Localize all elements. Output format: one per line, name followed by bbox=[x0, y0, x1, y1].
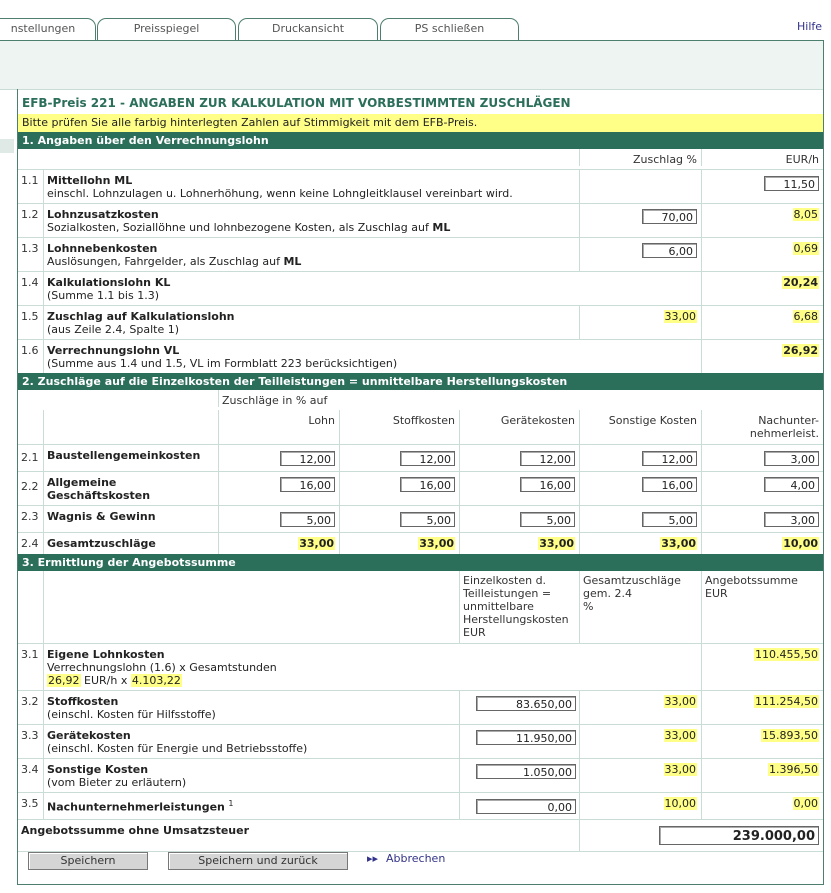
total-value: 33,00 bbox=[539, 537, 574, 550]
sum-value: 1.396,50 bbox=[769, 763, 818, 776]
col-nu-line2: nehmerleist. bbox=[749, 427, 819, 440]
cell-sum bbox=[701, 691, 823, 724]
row-label bbox=[43, 238, 579, 271]
row-1-2 bbox=[18, 204, 823, 238]
sum-value: 15.893,50 bbox=[762, 729, 818, 742]
cell-einzel bbox=[459, 725, 579, 758]
cell-sonstige bbox=[579, 506, 701, 532]
row-sub: einschl. Lohnzulagen u. Lohnerhöhung, wenn keine Lohngleitklausel vereinbart wird. bbox=[47, 187, 513, 200]
cell-sum bbox=[701, 759, 823, 792]
row-title: Stoffkosten bbox=[47, 695, 119, 708]
row-number: 1.4 bbox=[21, 276, 39, 289]
row-1-4 bbox=[18, 272, 823, 306]
cell-value bbox=[701, 238, 823, 271]
cell-stoff bbox=[339, 445, 459, 471]
col-nachunternehmer bbox=[701, 410, 823, 444]
sonstige-kosten-input[interactable]: 1.050,00 bbox=[476, 764, 576, 779]
total-value: 33,00 bbox=[661, 537, 696, 550]
row-3-3 bbox=[18, 725, 823, 759]
zuschlag-value: 33,00 bbox=[664, 763, 696, 776]
col-geraetekosten: Gerätekosten bbox=[459, 410, 579, 444]
row-label bbox=[43, 170, 579, 203]
frame-bottom bbox=[18, 884, 824, 885]
lohnneben-input[interactable]: 6,00 bbox=[642, 243, 697, 258]
save-button[interactable]: Speichern bbox=[28, 852, 148, 870]
value-highlight: 20,24 bbox=[783, 276, 818, 289]
row-sub: (einschl. Kosten für Hilfsstoffe) bbox=[47, 708, 216, 721]
total-value: 33,00 bbox=[419, 537, 454, 550]
value-highlight: 0,69 bbox=[793, 242, 818, 255]
row-label: Gesamtzuschläge bbox=[43, 533, 218, 554]
row-number: 2.2 bbox=[21, 480, 39, 493]
cell-zuschlag bbox=[579, 691, 701, 724]
bgk-sonstige-input[interactable]: 12,00 bbox=[642, 451, 697, 466]
cell-sum bbox=[701, 725, 823, 758]
cell-value bbox=[701, 204, 823, 237]
tab-bar bbox=[0, 0, 831, 41]
row-label: Wagnis & Gewinn bbox=[43, 506, 218, 532]
agk-geraet-input[interactable]: 16,00 bbox=[520, 477, 575, 492]
col-line: Gesamtzuschläge bbox=[583, 574, 681, 587]
cell-value bbox=[701, 340, 823, 373]
row-label bbox=[43, 306, 579, 339]
row-sub-bold: ML bbox=[432, 221, 451, 234]
cell-geraet bbox=[459, 506, 579, 532]
row-3-1 bbox=[18, 644, 823, 691]
total-value: 33,00 bbox=[299, 537, 334, 550]
row-number: 3.2 bbox=[21, 695, 39, 708]
label-line2: Geschäftskosten bbox=[47, 489, 151, 502]
wg-geraet-input[interactable]: 5,00 bbox=[520, 512, 575, 527]
save-and-back-button[interactable]: Speichern und zurück bbox=[168, 852, 348, 870]
cell-zuschlag bbox=[579, 238, 701, 271]
row-label bbox=[43, 644, 701, 690]
cell-nu bbox=[701, 445, 823, 471]
row-number: 1.1 bbox=[21, 174, 39, 187]
col-line: Teilleistungen = bbox=[463, 587, 552, 600]
cancel-link[interactable]: Abbrechen bbox=[386, 852, 446, 865]
row-label bbox=[43, 725, 459, 758]
row-number: 3.4 bbox=[21, 763, 39, 776]
row-sub: (einschl. Kosten für Energie und Betriebsstoffe) bbox=[47, 742, 308, 755]
cell-sonstige bbox=[579, 472, 701, 505]
col-line: EUR bbox=[463, 626, 486, 639]
col-zuschlag: Zuschlag % bbox=[579, 149, 701, 166]
stoffkosten-input[interactable]: 83.650,00 bbox=[476, 696, 576, 711]
cell-einzel bbox=[459, 793, 579, 819]
unit-label: EUR/h bbox=[84, 674, 118, 687]
wg-sonstige-input[interactable]: 5,00 bbox=[642, 512, 697, 527]
row-number: 2.4 bbox=[21, 537, 39, 550]
section-1-colheader bbox=[18, 149, 823, 170]
col-line: Herstellungskosten bbox=[463, 613, 569, 626]
col-gesamtzuschlaege bbox=[579, 571, 701, 643]
cell-nu bbox=[701, 472, 823, 505]
footnote-mark: 1 bbox=[228, 799, 234, 808]
total-output: 239.000,00 bbox=[659, 826, 819, 845]
cell-einzel bbox=[459, 759, 579, 792]
row-label bbox=[43, 691, 459, 724]
row-title: Sonstige Kosten bbox=[47, 763, 149, 776]
cell-lohn bbox=[218, 533, 339, 554]
col-line: Einzelkosten d. bbox=[463, 574, 547, 587]
row-sub: (aus Zeile 2.4, Spalte 1) bbox=[47, 323, 180, 336]
col-line: EUR bbox=[705, 587, 728, 600]
value-highlight: 33,00 bbox=[664, 310, 696, 323]
tab-druckansicht[interactable]: Druckansicht bbox=[238, 18, 378, 40]
row-number: 3.3 bbox=[21, 729, 39, 742]
zuschlag-value: 33,00 bbox=[664, 695, 696, 708]
row-2-3 bbox=[18, 506, 823, 533]
col-einzelkosten bbox=[459, 571, 579, 643]
cell-geraet bbox=[459, 445, 579, 471]
col-line: Angebotssumme bbox=[705, 574, 798, 587]
row-sub-bold: ML bbox=[283, 255, 302, 268]
row-1-1 bbox=[18, 170, 823, 204]
row-sub: Verrechnungslohn (1.6) x Gesamtstunden bbox=[47, 661, 277, 674]
row-3-4 bbox=[18, 759, 823, 793]
row-sub: (vom Bieter zu erläutern) bbox=[47, 776, 187, 789]
vl-value: 26,92 bbox=[48, 674, 80, 687]
cell-sonstige bbox=[579, 533, 701, 554]
row-number: 2.3 bbox=[21, 510, 39, 523]
row-title: Eigene Lohnkosten bbox=[47, 648, 165, 661]
tab-ps-schliessen[interactable]: PS schließen bbox=[380, 18, 519, 40]
wg-stoff-input[interactable]: 5,00 bbox=[400, 512, 455, 527]
cell-value bbox=[701, 170, 823, 203]
row-number: 3.1 bbox=[21, 648, 39, 661]
row-number: 1.2 bbox=[21, 208, 39, 221]
toolbar-band bbox=[0, 41, 824, 90]
row-1-3 bbox=[18, 238, 823, 272]
wg-nu-input[interactable]: 3,00 bbox=[764, 512, 819, 527]
form-content bbox=[18, 90, 823, 852]
cell-zuschlag bbox=[579, 793, 701, 819]
cell-stoff bbox=[339, 472, 459, 505]
row-2-4 bbox=[18, 533, 823, 554]
row-title: Lohnzusatzkosten bbox=[47, 208, 159, 221]
cell-nu bbox=[701, 506, 823, 532]
cell-stoff bbox=[339, 506, 459, 532]
left-strip bbox=[0, 139, 14, 153]
wg-lohn-input[interactable]: 5,00 bbox=[280, 512, 335, 527]
cell-lohn bbox=[218, 445, 339, 471]
row-number: 1.6 bbox=[21, 344, 39, 357]
geraetekosten-input[interactable]: 11.950,00 bbox=[476, 730, 576, 745]
row-number: 1.3 bbox=[21, 242, 39, 255]
cell-sum bbox=[701, 793, 823, 819]
label-line1: Allgemeine bbox=[47, 476, 117, 489]
row-label: Baustellengemeinkosten bbox=[43, 445, 218, 471]
row-sub: Sozialkosten, Soziallöhne und lohnbezogene Kosten, als Zuschlag auf bbox=[47, 221, 429, 234]
col-sonstige: Sonstige Kosten bbox=[579, 410, 701, 444]
section-2-colheader bbox=[18, 410, 823, 445]
row-label bbox=[43, 204, 579, 237]
cell-zuschlag bbox=[579, 725, 701, 758]
value-highlight: 6,68 bbox=[793, 310, 818, 323]
zuschlag-value: 10,00 bbox=[664, 797, 696, 810]
row-title: Verrechnungslohn VL bbox=[47, 344, 180, 357]
cell-value bbox=[701, 272, 823, 305]
section-1-header: 1. Angaben über den Verrechnungslohn bbox=[18, 132, 823, 149]
row-3-2 bbox=[18, 691, 823, 725]
zuschlag-value: 33,00 bbox=[664, 729, 696, 742]
agk-nu-input[interactable]: 4,00 bbox=[764, 477, 819, 492]
col-line: gem. 2.4 bbox=[583, 587, 632, 600]
row-1-5 bbox=[18, 306, 823, 340]
row-title: Lohnnebenkosten bbox=[47, 242, 158, 255]
cell-zuschlag bbox=[579, 306, 701, 339]
cell-stoff bbox=[339, 533, 459, 554]
row-title: Nachunternehmerleistungen bbox=[47, 800, 225, 814]
row-title: Zuschlag auf Kalkulationslohn bbox=[47, 310, 235, 323]
zuschlaege-label: Zuschläge in % auf bbox=[218, 390, 823, 407]
col-line: unmittelbare bbox=[463, 600, 534, 613]
agk-sonstige-input[interactable]: 16,00 bbox=[642, 477, 697, 492]
cell-zuschlag bbox=[579, 204, 701, 237]
lohnzusatz-input[interactable]: 70,00 bbox=[642, 209, 697, 224]
sum-value: 111.254,50 bbox=[755, 695, 818, 708]
cancel-arrow-icon: ▸▸ bbox=[367, 852, 379, 865]
section-2-header: 2. Zuschläge auf die Einzelkosten der Teilleistungen = unmittelbare Herstellungskosten bbox=[18, 373, 823, 390]
cell-empty bbox=[43, 571, 459, 643]
row-label bbox=[43, 759, 459, 792]
value-highlight: 8,05 bbox=[793, 208, 818, 221]
section-3-colheader bbox=[18, 571, 823, 644]
tab-einstellungen[interactable]: nstellungen bbox=[0, 18, 96, 40]
row-number: 2.1 bbox=[21, 451, 39, 464]
agk-lohn-input[interactable]: 16,00 bbox=[280, 477, 335, 492]
row-1-6 bbox=[18, 340, 823, 373]
row-label bbox=[43, 472, 218, 505]
help-link[interactable]: Hilfe bbox=[797, 20, 823, 33]
row-total bbox=[18, 820, 823, 852]
col-angebotssumme bbox=[701, 571, 823, 643]
times-sign: x bbox=[120, 674, 128, 687]
cell-geraet bbox=[459, 472, 579, 505]
row-number: 1.5 bbox=[21, 310, 39, 323]
section-3-header: 3. Ermittlung der Angebotssumme bbox=[18, 554, 823, 571]
col-line: % bbox=[583, 600, 594, 613]
bgk-geraet-input[interactable]: 12,00 bbox=[520, 451, 575, 466]
cell-total bbox=[579, 820, 823, 851]
bgk-nu-input[interactable]: 3,00 bbox=[764, 451, 819, 466]
cell-geraet bbox=[459, 533, 579, 554]
cell-nu bbox=[701, 533, 823, 554]
agk-stoff-input[interactable]: 16,00 bbox=[400, 477, 455, 492]
col-eur-h: EUR/h bbox=[701, 149, 823, 166]
cell-sonstige bbox=[579, 445, 701, 471]
row-sub: (Summe 1.1 bis 1.3) bbox=[47, 289, 159, 302]
row-label bbox=[43, 793, 459, 819]
value-highlight: 26,92 bbox=[783, 344, 818, 357]
row-title: Gerätekosten bbox=[47, 729, 131, 742]
hours-value: 4.103,22 bbox=[131, 674, 181, 687]
frame-right bbox=[823, 89, 824, 885]
row-sub: Auslösungen, Fahrgelder, als Zuschlag auf bbox=[47, 255, 280, 268]
mittellohn-input[interactable]: 11,50 bbox=[764, 176, 819, 191]
sum-value: 0,00 bbox=[793, 797, 818, 810]
tab-preisspiegel[interactable]: Preisspiegel bbox=[97, 18, 236, 40]
nachunternehmer-input[interactable]: 0,00 bbox=[476, 799, 576, 814]
row-title: Kalkulationslohn KL bbox=[47, 276, 171, 289]
notice-banner: Bitte prüfen Sie alle farbig hinterlegten Zahlen auf Stimmigkeit mit dem EFB-Preis. bbox=[18, 114, 823, 132]
cell-value bbox=[701, 306, 823, 339]
cell-empty bbox=[579, 170, 701, 203]
total-label: Angebotssumme ohne Umsatzsteuer bbox=[21, 824, 250, 837]
section-2-subheader bbox=[18, 390, 823, 410]
row-label bbox=[43, 340, 701, 373]
bgk-lohn-input[interactable]: 12,00 bbox=[280, 451, 335, 466]
cell-sum bbox=[701, 644, 823, 690]
cell-empty bbox=[43, 410, 218, 444]
cell-lohn bbox=[218, 472, 339, 505]
row-2-2 bbox=[18, 472, 823, 506]
row-3-5 bbox=[18, 793, 823, 820]
sum-value: 110.455,50 bbox=[755, 648, 818, 661]
cell-zuschlag bbox=[579, 759, 701, 792]
col-nu-line1: Nachunter- bbox=[758, 414, 819, 427]
row-sub: (Summe aus 1.4 und 1.5, VL im Formblatt 223 berücksichtigen) bbox=[47, 357, 398, 370]
total-value: 10,00 bbox=[783, 537, 818, 550]
row-2-1 bbox=[18, 445, 823, 472]
cell-einzel bbox=[459, 691, 579, 724]
bgk-stoff-input[interactable]: 12,00 bbox=[400, 451, 455, 466]
cell-lohn bbox=[218, 506, 339, 532]
col-stoffkosten: Stoffkosten bbox=[339, 410, 459, 444]
row-title: Mittellohn ML bbox=[47, 174, 133, 187]
page-title: EFB-Preis 221 - ANGABEN ZUR KALKULATION MIT VORBESTIMMTEN ZUSCHLÄGEN bbox=[22, 96, 571, 110]
row-number: 3.5 bbox=[21, 797, 39, 810]
col-lohn: Lohn bbox=[218, 410, 339, 444]
row-label bbox=[43, 272, 701, 305]
